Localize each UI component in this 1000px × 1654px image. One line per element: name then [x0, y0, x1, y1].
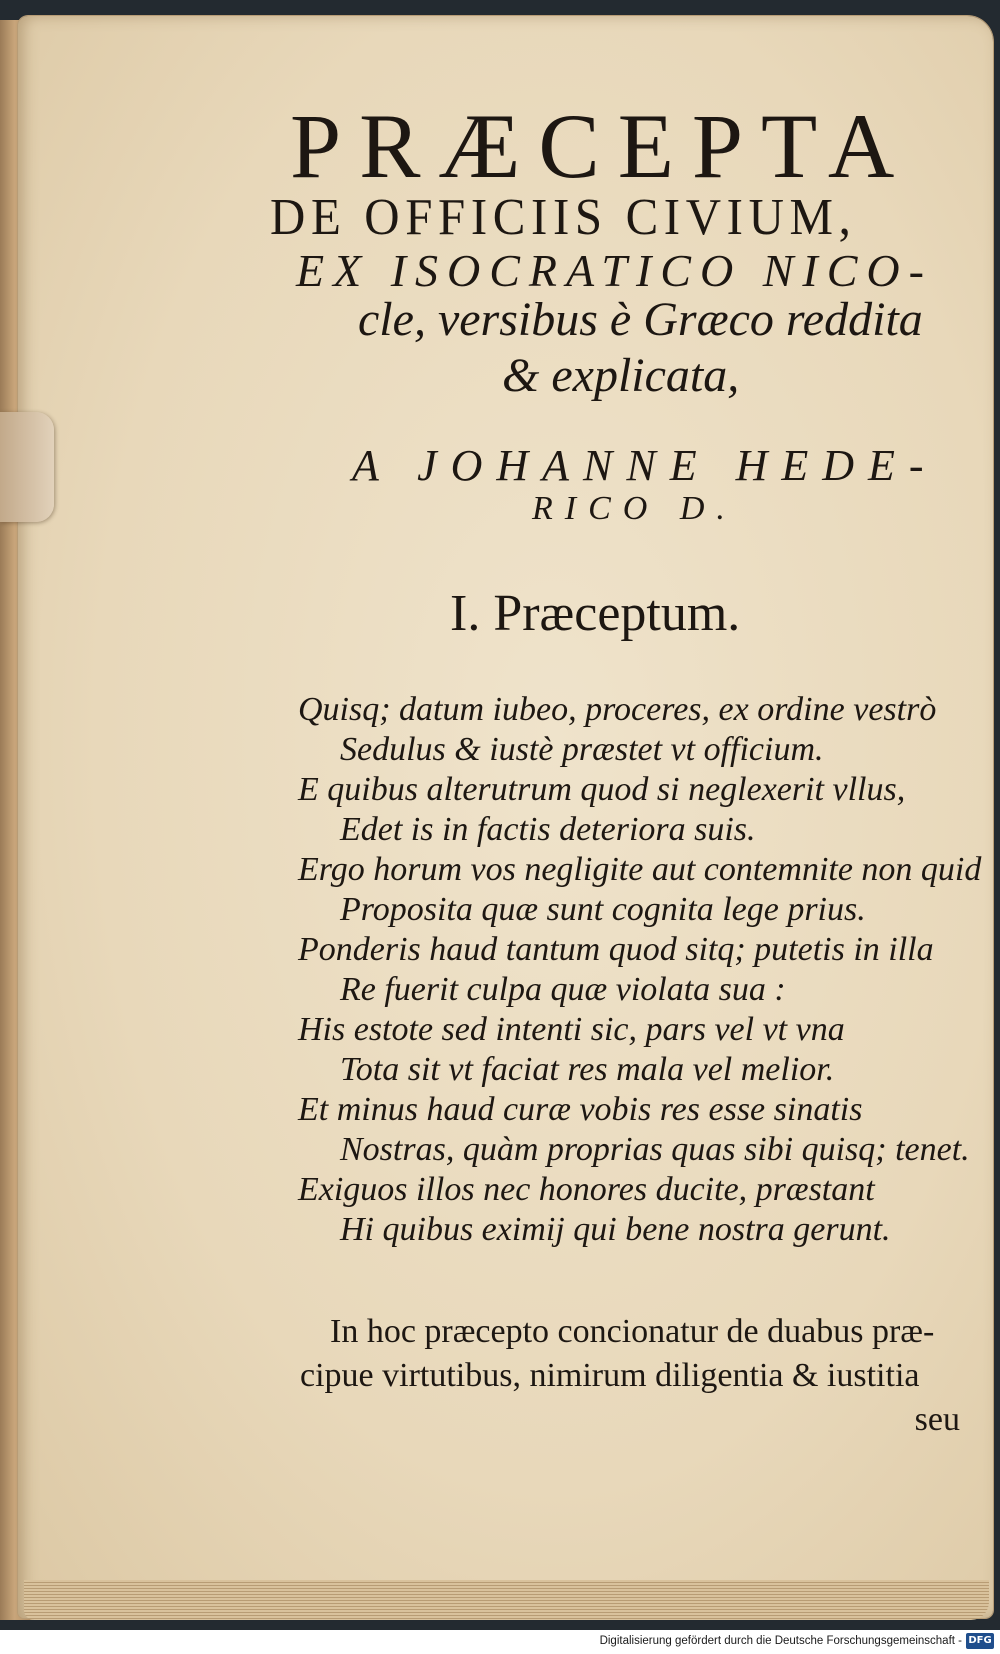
verse-line: Ergo horum vos negligite aut contemnite non quid	[298, 851, 982, 888]
footer-credit-text: Digitalisierung gefördert durch die Deutsche Forschungsgemeinschaft -	[599, 1635, 962, 1647]
verse-line: Exiguos illos nec honores ducite, præstant	[298, 1171, 875, 1208]
title-line-2: DE OFFICIIS CIVIUM,	[270, 189, 857, 246]
commentary-line: cipue virtutibus, nimirum diligentia & iustitia	[300, 1357, 920, 1394]
catchword: seu	[914, 1401, 960, 1438]
commentary-line: In hoc præcepto concionatur de duabus præ-	[330, 1313, 935, 1350]
verse-line: Quisq; datum iubeo, proceres, ex ordine vestrò	[298, 691, 937, 728]
title-line-5: & explicata,	[502, 349, 740, 402]
author-line-2: RICO D.	[532, 490, 737, 527]
digitization-footer	[0, 1630, 1000, 1654]
verse-line: Proposita quæ sunt cognita lege prius.	[340, 891, 866, 928]
verse-line: Edet is in factis deteriora suis.	[340, 811, 756, 848]
verse-line: Tota sit vt faciat res mala vel melior.	[340, 1051, 835, 1088]
title-line-3: EX ISOCRATICO NICO-	[296, 245, 933, 296]
verse-block	[298, 690, 982, 1250]
verse-line: Hi quibus eximij qui bene nostra gerunt.	[340, 1211, 891, 1248]
verse-line: Re fuerit culpa quæ violata sua :	[340, 971, 786, 1008]
title-line-1: PRÆCEPTA	[290, 95, 913, 197]
page-edges	[24, 1580, 989, 1620]
title-line-4: cle, versibus è Græco reddita	[358, 293, 923, 346]
dfg-logo-icon: DFG	[966, 1633, 994, 1649]
commentary-paragraph	[300, 1310, 970, 1442]
verse-line: Et minus haud curæ vobis res esse sinatis	[298, 1091, 863, 1128]
author-line-1: A JOHANNE HEDE-	[352, 441, 938, 490]
section-heading: I. Præceptum.	[450, 585, 741, 642]
bookmark-tab	[0, 412, 54, 522]
verse-line: Ponderis haud tantum quod sitq; putetis in illa	[298, 931, 934, 968]
verse-line: His estote sed intenti sic, pars vel vt vna	[298, 1011, 845, 1048]
verse-line: E quibus alterutrum quod si neglexerit vllus,	[298, 771, 906, 808]
verse-line: Sedulus & iustè præstet vt officium.	[340, 731, 824, 768]
verse-line: Nostras, quàm proprias quas sibi quisq; tenet.	[340, 1131, 970, 1168]
